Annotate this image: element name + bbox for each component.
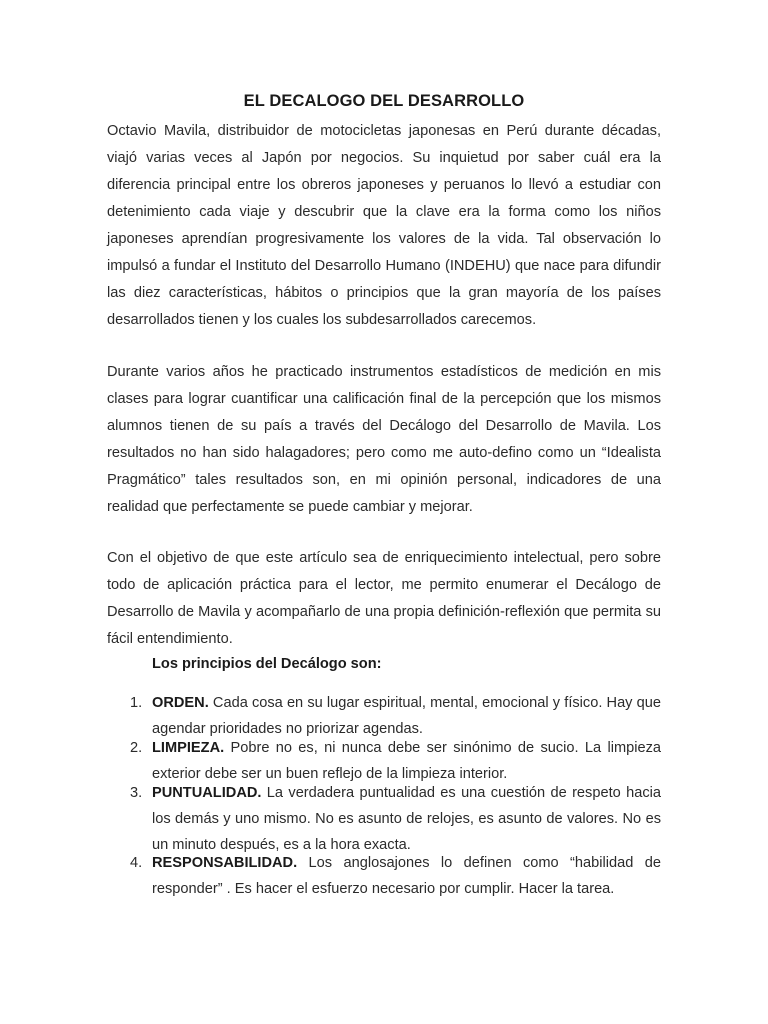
list-item-number: 2. (130, 740, 143, 756)
principle-term: RESPONSABILIDAD. (152, 855, 298, 871)
principle-description: Pobre no es, ni nunca debe ser sinónimo de sucio. La limpieza exterior debe ser un buen reflejo de la limpieza interior. (152, 740, 661, 782)
list-item-text (152, 780, 661, 858)
principle-term: PUNTUALIDAD. (152, 785, 262, 801)
list-item-text (152, 850, 661, 902)
paragraph-measurement: Durante varios años he practicado instrumentos estadísticos de medición en mis clases para lograr cuantificar una calificación final de la percepción que los mismos alumnos tienen de su país a través del Decálogo del Desarrollo de Mavila. Los resultados no han sido halagadores; pero como me auto-defino como un “Idealista Pragmático” tales resultados son, en mi opinión personal, indicadores de una realidad que perfectamente se puede cambiar y mejorar. (107, 364, 661, 515)
principle-description: Los anglosajones lo definen como “habilidad de responder” . Es hacer el esfuerzo necesario por cumplir. Hacer la tarea. (152, 855, 661, 897)
paragraph-objective: Con el objetivo de que este artículo sea de enriquecimiento intelectual, pero sobre todo de aplicación práctica para el lector, me permito enumerar el Decálogo de Desarrollo de Mavila y acompañarlo de una propia definición-reflexión que permita su fácil entendimiento. (107, 550, 661, 647)
document-title: EL DECALOGO DEL DESARROLLO (243, 92, 525, 110)
principle-description: Cada cosa en su lugar espiritual, mental, emocional y físico. Hay que agendar prioridades no priorizar agendas. (152, 695, 661, 737)
principle-description: La verdadera puntualidad es una cuestión de respeto hacia los demás y uno mismo. No es asunto de relojes, es asunto de valores. No es un minuto después, es a la hora exacta. (152, 785, 661, 853)
principle-term: LIMPIEZA. (152, 740, 225, 756)
paragraph-intro: Octavio Mavila, distribuidor de motocicletas japonesas en Perú durante décadas, viajó varias veces al Japón por negocios. Su inquietud por saber cuál era la diferencia principal entre los obreros japoneses y peruanos lo llevó a estudiar con detenimiento cada viaje y descubrir que la clave era la forma como los niños japoneses aprendían progresivamente los valores de la vida. Tal observación lo impulsó a fundar el Instituto del Desarrollo Humano (INDEHU) que nace para difundir las diez características, hábitos o principios que la gran mayoría de los países desarrollados tienen y los cuales los subdesarrollados carecemos. (107, 123, 661, 328)
list-item-number: 3. (130, 785, 143, 801)
list-item-number: 4. (130, 855, 143, 871)
list-item-number: 1. (130, 695, 143, 711)
list-heading: Los principios del Decálogo son: (152, 656, 382, 672)
principle-term: ORDEN. (152, 695, 209, 711)
